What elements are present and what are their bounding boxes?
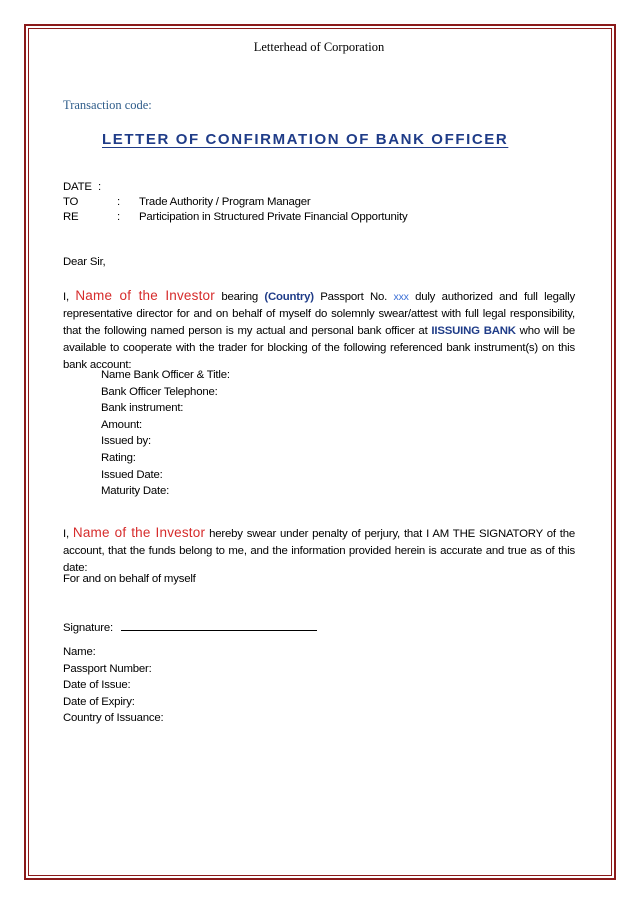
signature-row [63, 620, 317, 634]
authorization-paragraph [63, 287, 575, 374]
detail-name: Name: [63, 646, 96, 658]
date-colon: : [98, 181, 101, 193]
para1-text1: duly authorized and full legally representative director for and on behalf of myself do solemnly swear/attest with full legal responsibility, that the following named person is my actual and personal bank officer at [63, 291, 576, 337]
country-placeholder: (Country) [264, 291, 314, 303]
transaction-code-label: Transaction code: [63, 98, 152, 112]
field-bank-officer-title: Name Bank Officer & Title: [101, 369, 230, 381]
re-value: Participation in Structured Private Financial Opportunity [139, 211, 408, 223]
field-issued-by: Issued by: [101, 435, 151, 448]
detail-passport-number: Passport Number: [63, 662, 152, 675]
field-bank-officer-telephone: Bank Officer Telephone: [101, 385, 218, 398]
letterhead: Letterhead of Corporation [253, 40, 385, 54]
para1-bearing: bearing [221, 291, 258, 303]
field-maturity-date: Maturity Date: [101, 485, 170, 498]
para2-text: hereby swear under penalty of perjury, that I AM THE SIGNATORY of the account, that the funds belong to me, and the information provided herein is accurate and true as of this date: [63, 528, 576, 574]
para1-passport: Passport No. [320, 291, 388, 303]
re-label: RE [63, 211, 79, 223]
para1-text2: who will be available to cooperate with the trader for blocking of the following referenced bank instrument(s) on this bank account: [63, 325, 575, 371]
signature-label: Signature: [63, 622, 113, 634]
to-value: Trade Authority / Program Manager [139, 196, 311, 208]
field-issued-date: Issued Date: [101, 468, 163, 481]
page-title: LETTER OF CONFIRMATION OF BANK OFFICER [102, 131, 509, 148]
to-label: TO [63, 196, 79, 208]
detail-country-of-issuance: Country of Issuance: [63, 712, 164, 725]
para1-prefix: I, [63, 291, 69, 303]
to-colon: : [117, 196, 120, 208]
investor-name-placeholder-2: Name of the Investor [72, 525, 206, 540]
date-label: DATE [63, 181, 92, 193]
field-amount: Amount: [101, 418, 143, 431]
para2-prefix: I, [63, 528, 69, 540]
signature-line[interactable] [121, 620, 317, 631]
bank-instrument-fields [101, 367, 230, 500]
detail-date-of-expiry: Date of Expiry: [63, 695, 135, 708]
detail-date-of-issue: Date of Issue: [63, 679, 131, 692]
field-bank-instrument: Bank instrument: [101, 402, 184, 415]
issuing-bank-placeholder: IISSUING BANK [431, 325, 516, 337]
re-colon: : [117, 211, 120, 223]
salutation: Dear Sir, [63, 256, 106, 268]
passport-number-placeholder: xxx [393, 291, 409, 303]
on-behalf-line: For and on behalf of myself [63, 573, 196, 585]
signatory-details [63, 644, 163, 727]
field-rating: Rating: [101, 451, 136, 464]
investor-name-placeholder: Name of the Investor [75, 288, 215, 303]
perjury-paragraph [63, 524, 575, 577]
